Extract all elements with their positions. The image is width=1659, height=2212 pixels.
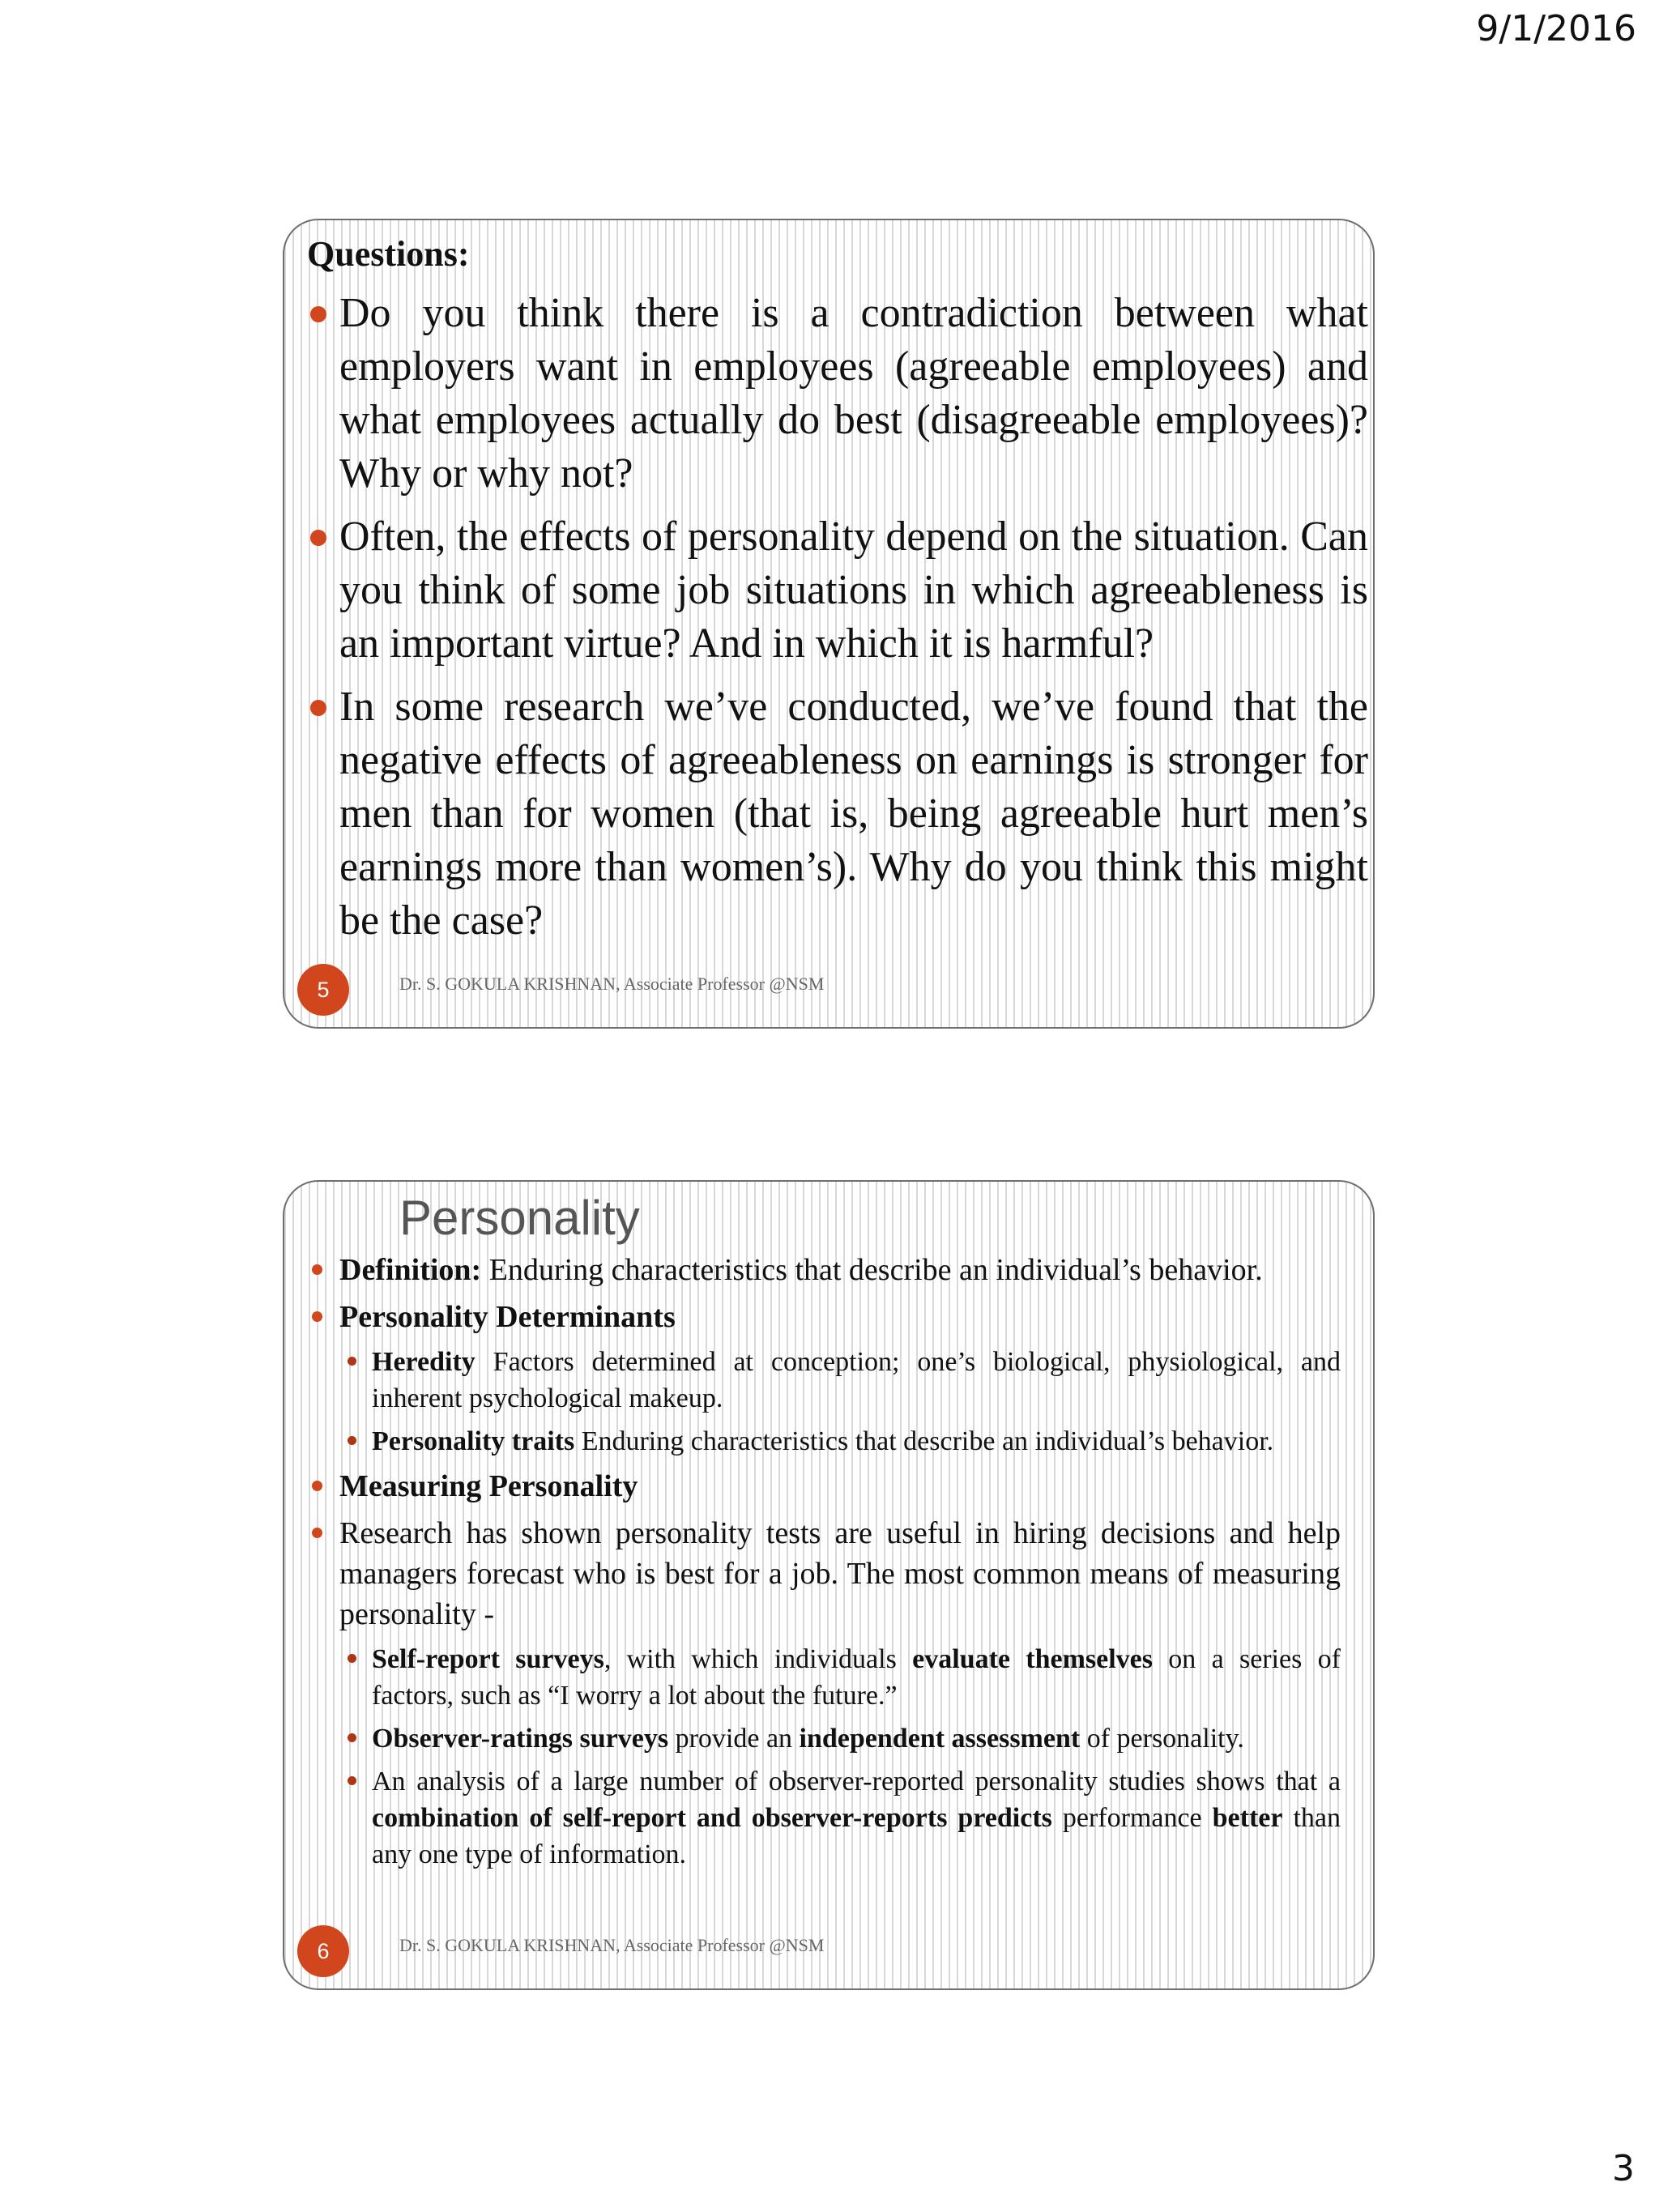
bullet-icon — [310, 306, 326, 322]
measures-sublist-wrapper — [307, 1641, 1341, 1873]
definition-item — [307, 1250, 1341, 1290]
self-report-item — [339, 1641, 1341, 1714]
definition-text: Enduring characteristics that describe an individual’s behavior. — [481, 1253, 1263, 1287]
observer-mid: provide an — [668, 1724, 800, 1754]
questions-list — [307, 287, 1368, 957]
research-item — [307, 1513, 1341, 1634]
page-number: 3 — [1612, 2148, 1635, 2189]
self-report-bold: evaluate themselves — [912, 1644, 1154, 1674]
heredity-text: Factors determined at conception; one’s biological, physiological, and inherent psychological makeup. — [372, 1347, 1341, 1413]
analysis-start: An analysis of a large number of observer-reported personality studies shows that a — [372, 1767, 1341, 1796]
traits-text: Enduring characteristics that describe an individual’s behavior. — [574, 1426, 1274, 1456]
questions-heading: Questions: — [307, 234, 470, 274]
observer-label: Observer-ratings surveys — [372, 1724, 669, 1754]
question-text: Often, the effects of personality depend on the situation. Can you think of some job situations in which agreeableness is an important virtue? And in which it is harmful? — [339, 514, 1368, 667]
slide-5-content — [307, 220, 1368, 1027]
self-report-end: on a series of factors, such as “I worry a lot about the future.” — [372, 1644, 1341, 1711]
measures-sublist — [339, 1641, 1341, 1873]
heredity-label: Heredity — [372, 1347, 476, 1377]
observer-end: of personality. — [1080, 1724, 1244, 1754]
slide-number-badge: 6 — [297, 1925, 349, 1977]
analysis-end: than any one type of information. — [372, 1803, 1341, 1869]
heredity-item — [339, 1344, 1341, 1417]
determinants-sublist-wrapper — [307, 1344, 1341, 1460]
bullet-icon — [348, 1654, 356, 1663]
observer-item — [339, 1720, 1341, 1757]
self-report-label: Self-report surveys — [372, 1644, 604, 1674]
slide-5 — [283, 219, 1375, 1029]
bullet-icon — [310, 700, 326, 716]
analysis-bold-1: combination of self-report and observer-reports predicts — [372, 1803, 1052, 1833]
self-report-mid: , with which individuals — [603, 1644, 913, 1674]
slide-number-badge: 5 — [297, 964, 349, 1016]
analysis-bold-2: better — [1212, 1803, 1283, 1833]
observer-bold: independent assessment — [799, 1724, 1081, 1754]
bullet-icon — [348, 1436, 356, 1445]
determinants-label: Personality Determinants — [339, 1300, 676, 1334]
slide-6 — [283, 1180, 1375, 1990]
definition-label: Definition: — [339, 1253, 482, 1287]
page-date: 9/1/2016 — [1476, 8, 1636, 49]
measuring-label: Measuring Personality — [339, 1469, 638, 1503]
question-item — [307, 680, 1368, 948]
analysis-mid: performance — [1051, 1803, 1213, 1833]
personality-list — [307, 1250, 1341, 1879]
bullet-icon — [312, 1264, 322, 1275]
question-text: In some research we’ve conducted, we’ve found that the negative effects of agreeableness on earnings is stronger for men than for women (that is, being agreeable hurt men’s earnings more than women’s). Why do you think this might be the case? — [339, 684, 1368, 944]
bullet-icon — [348, 1776, 356, 1785]
bullet-icon — [312, 1311, 322, 1322]
bullet-icon — [312, 1528, 322, 1538]
determinants-sublist — [339, 1344, 1341, 1460]
slide-6-content — [307, 1182, 1368, 1988]
bullet-icon — [312, 1481, 322, 1491]
research-text: Research has shown personality tests are useful in hiring decisions and help managers forecast who is best for a job. The most common means of measuring personality - — [339, 1516, 1341, 1631]
measuring-item — [307, 1466, 1341, 1507]
bullet-icon — [348, 1733, 356, 1742]
question-item — [307, 510, 1368, 671]
analysis-item — [339, 1763, 1341, 1873]
bullet-icon — [348, 1357, 356, 1366]
determinants-item — [307, 1297, 1341, 1337]
question-item — [307, 287, 1368, 501]
slide-footer: Dr. S. GOKULA KRISHNAN, Associate Professor @NSM — [399, 974, 825, 994]
bullet-icon — [310, 530, 326, 546]
question-text: Do you think there is a contradiction between what employers want in employees (agreeable employees) and what employees actually do best (disagreeable employees)? Why or why not? — [339, 290, 1368, 497]
traits-label: Personality traits — [372, 1426, 575, 1456]
slide-title: Personality — [399, 1191, 640, 1245]
traits-item — [339, 1423, 1341, 1460]
slide-footer: Dr. S. GOKULA KRISHNAN, Associate Professor @NSM — [399, 1935, 825, 1955]
